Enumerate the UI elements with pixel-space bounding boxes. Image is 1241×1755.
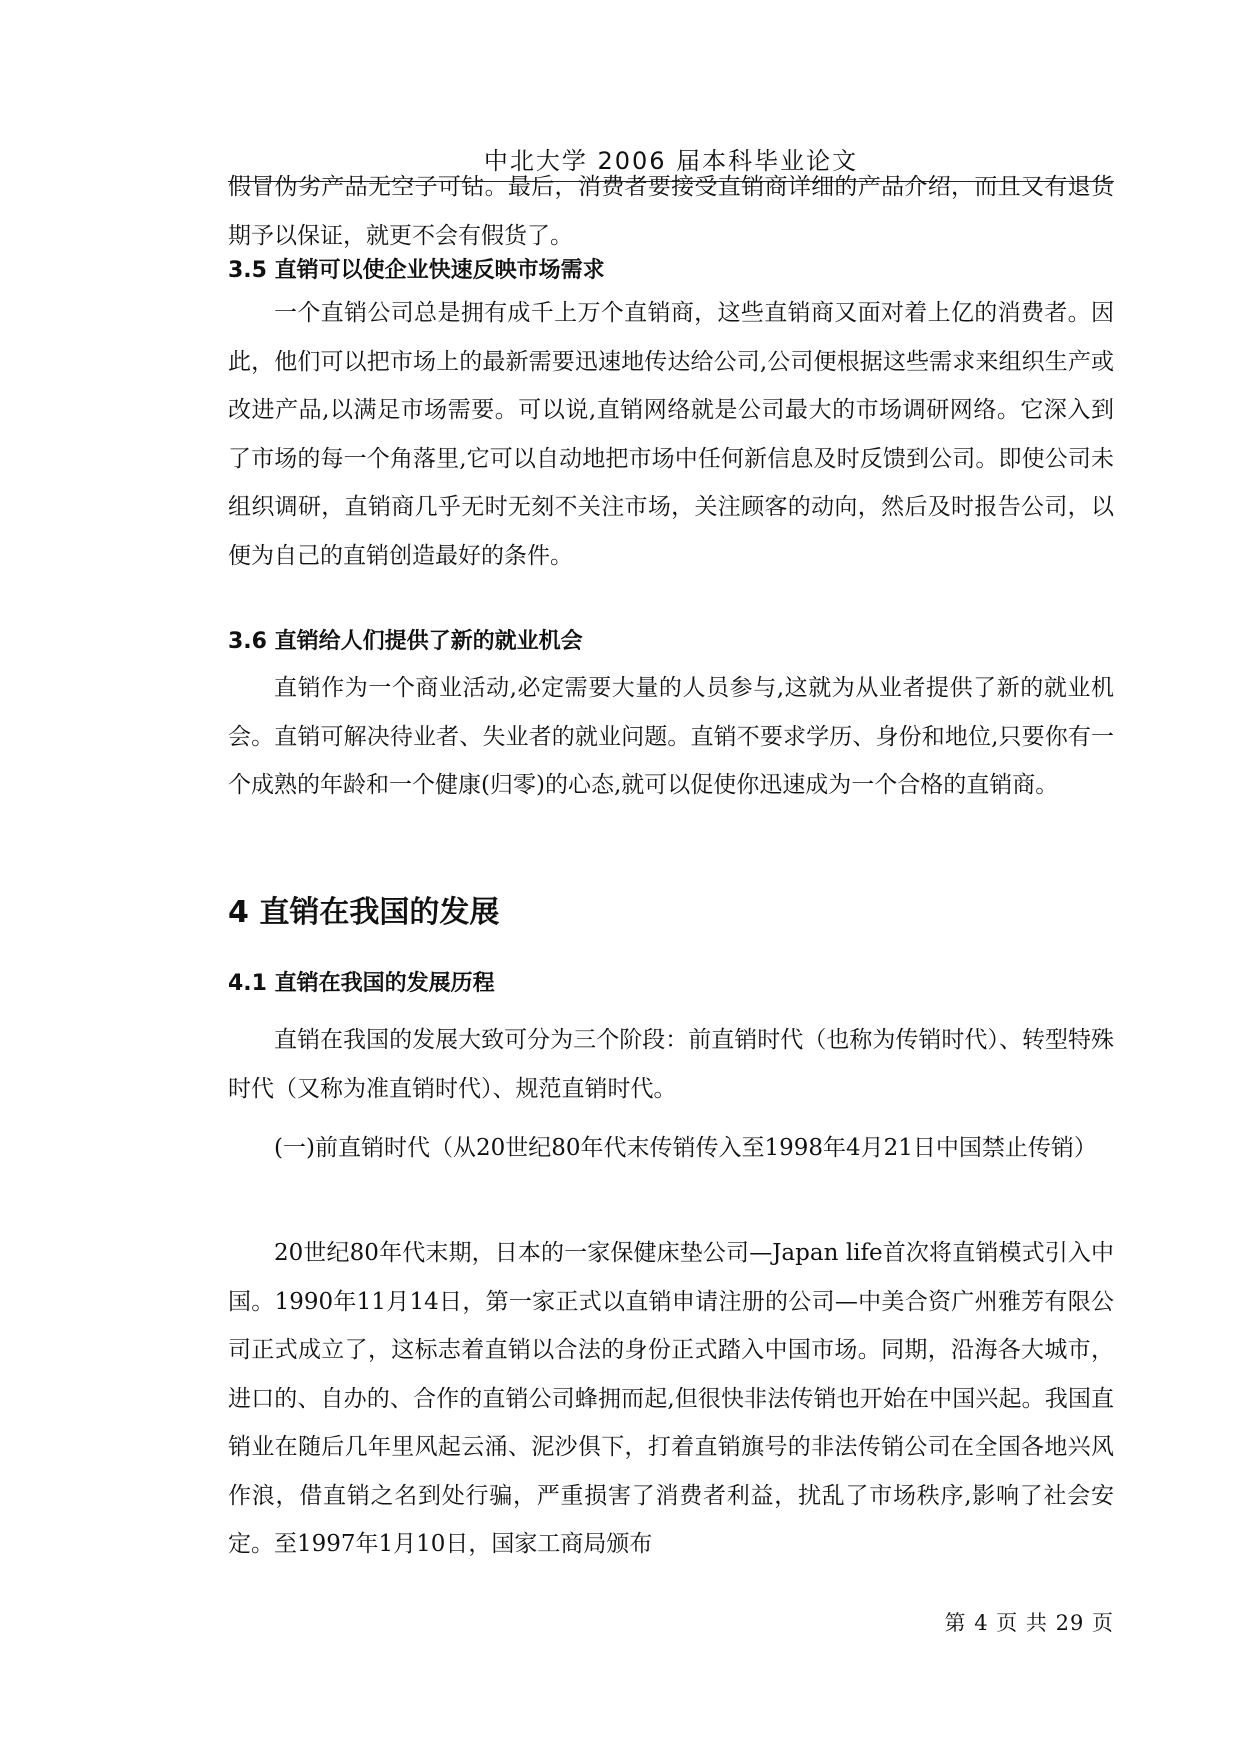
paragraph-stage-1-title: (一)前直销时代（从20世纪80年代末传销传入至1998年4月21日中国禁止传销）	[274, 1135, 1097, 1161]
paragraph-3-5: 一个直销公司总是拥有成千上万个直销商，这些直销商又面对着上亿的消费者。因此，他们可以把市场上的最新需要迅速地传达给公司,公司便根据这些需求来组织生产或改进产品,以满足市场需要。可以说,直销网络就是公司最大的市场调研网络。它深入到了市场的每一个角落里,它可以自动地把市场中任何新信息及时反馈到公司。即使公司未组织调研，直销商几乎无时无刻不关注市场，关注顾客的动向，然后及时报告公司，以便为自己的直销创造最好的条件。	[228, 300, 1114, 569]
chapter-heading-4: 4 直销在我国的发展	[228, 895, 500, 930]
paragraph-stage-1-body: 20世纪80年代末期，日本的一家保健床垫公司—Japan life首次将直销模式引入中国。1990年11月14日，第一家正式以直销申请注册的公司—中美合资广州雅芳有限公司正式成立了，这标志着直销以合法的身份正式踏入中国市场。同期，沿海各大城市，进口的、自办的、合作的直销公司蜂拥而起,但很快非法传销也开始在中国兴起。我国直销业在随后几年里风起云涌、泥沙俱下，打着直销旗号的非法传销公司在全国各地兴风作浪，借直销之名到处行骗，严重损害了消费者利益，扰乱了市场秩序,影响了社会安定。至1997年1月10日，国家工商局颁布	[228, 1240, 1114, 1557]
paragraph-3-6: 直销作为一个商业活动,必定需要大量的人员参与,这就为从业者提供了新的就业机会。直销可解决待业者、失业者的就业问题。直销不要求学历、身份和地位,只要你有一个成熟的年龄和一个健康(归零)的心态,就可以促使你迅速成为一个合格的直销商。	[228, 675, 1114, 798]
running-header: 中北大学 2006 届本科毕业论文	[483, 147, 859, 175]
page-number-footer: 第 4 页 共 29 页	[944, 1611, 1114, 1635]
section-heading-4-1: 4.1 直销在我国的发展历程	[228, 971, 495, 996]
paragraph-continuation: 假冒伪劣产品无空子可钻。最后，消费者要接受直销商详细的产品介绍，而且又有退货期予以保证，就更不会有假货了。	[228, 174, 1114, 249]
paragraph-4-1-intro: 直销在我国的发展大致可分为三个阶段：前直销时代（也称为传销时代）、转型特殊时代（又称为准直销时代）、规范直销时代。	[228, 1027, 1114, 1102]
section-heading-3-6: 3.6 直销给人们提供了新的就业机会	[228, 629, 583, 654]
section-heading-3-5: 3.5 直销可以使企业快速反映市场需求	[228, 258, 605, 283]
